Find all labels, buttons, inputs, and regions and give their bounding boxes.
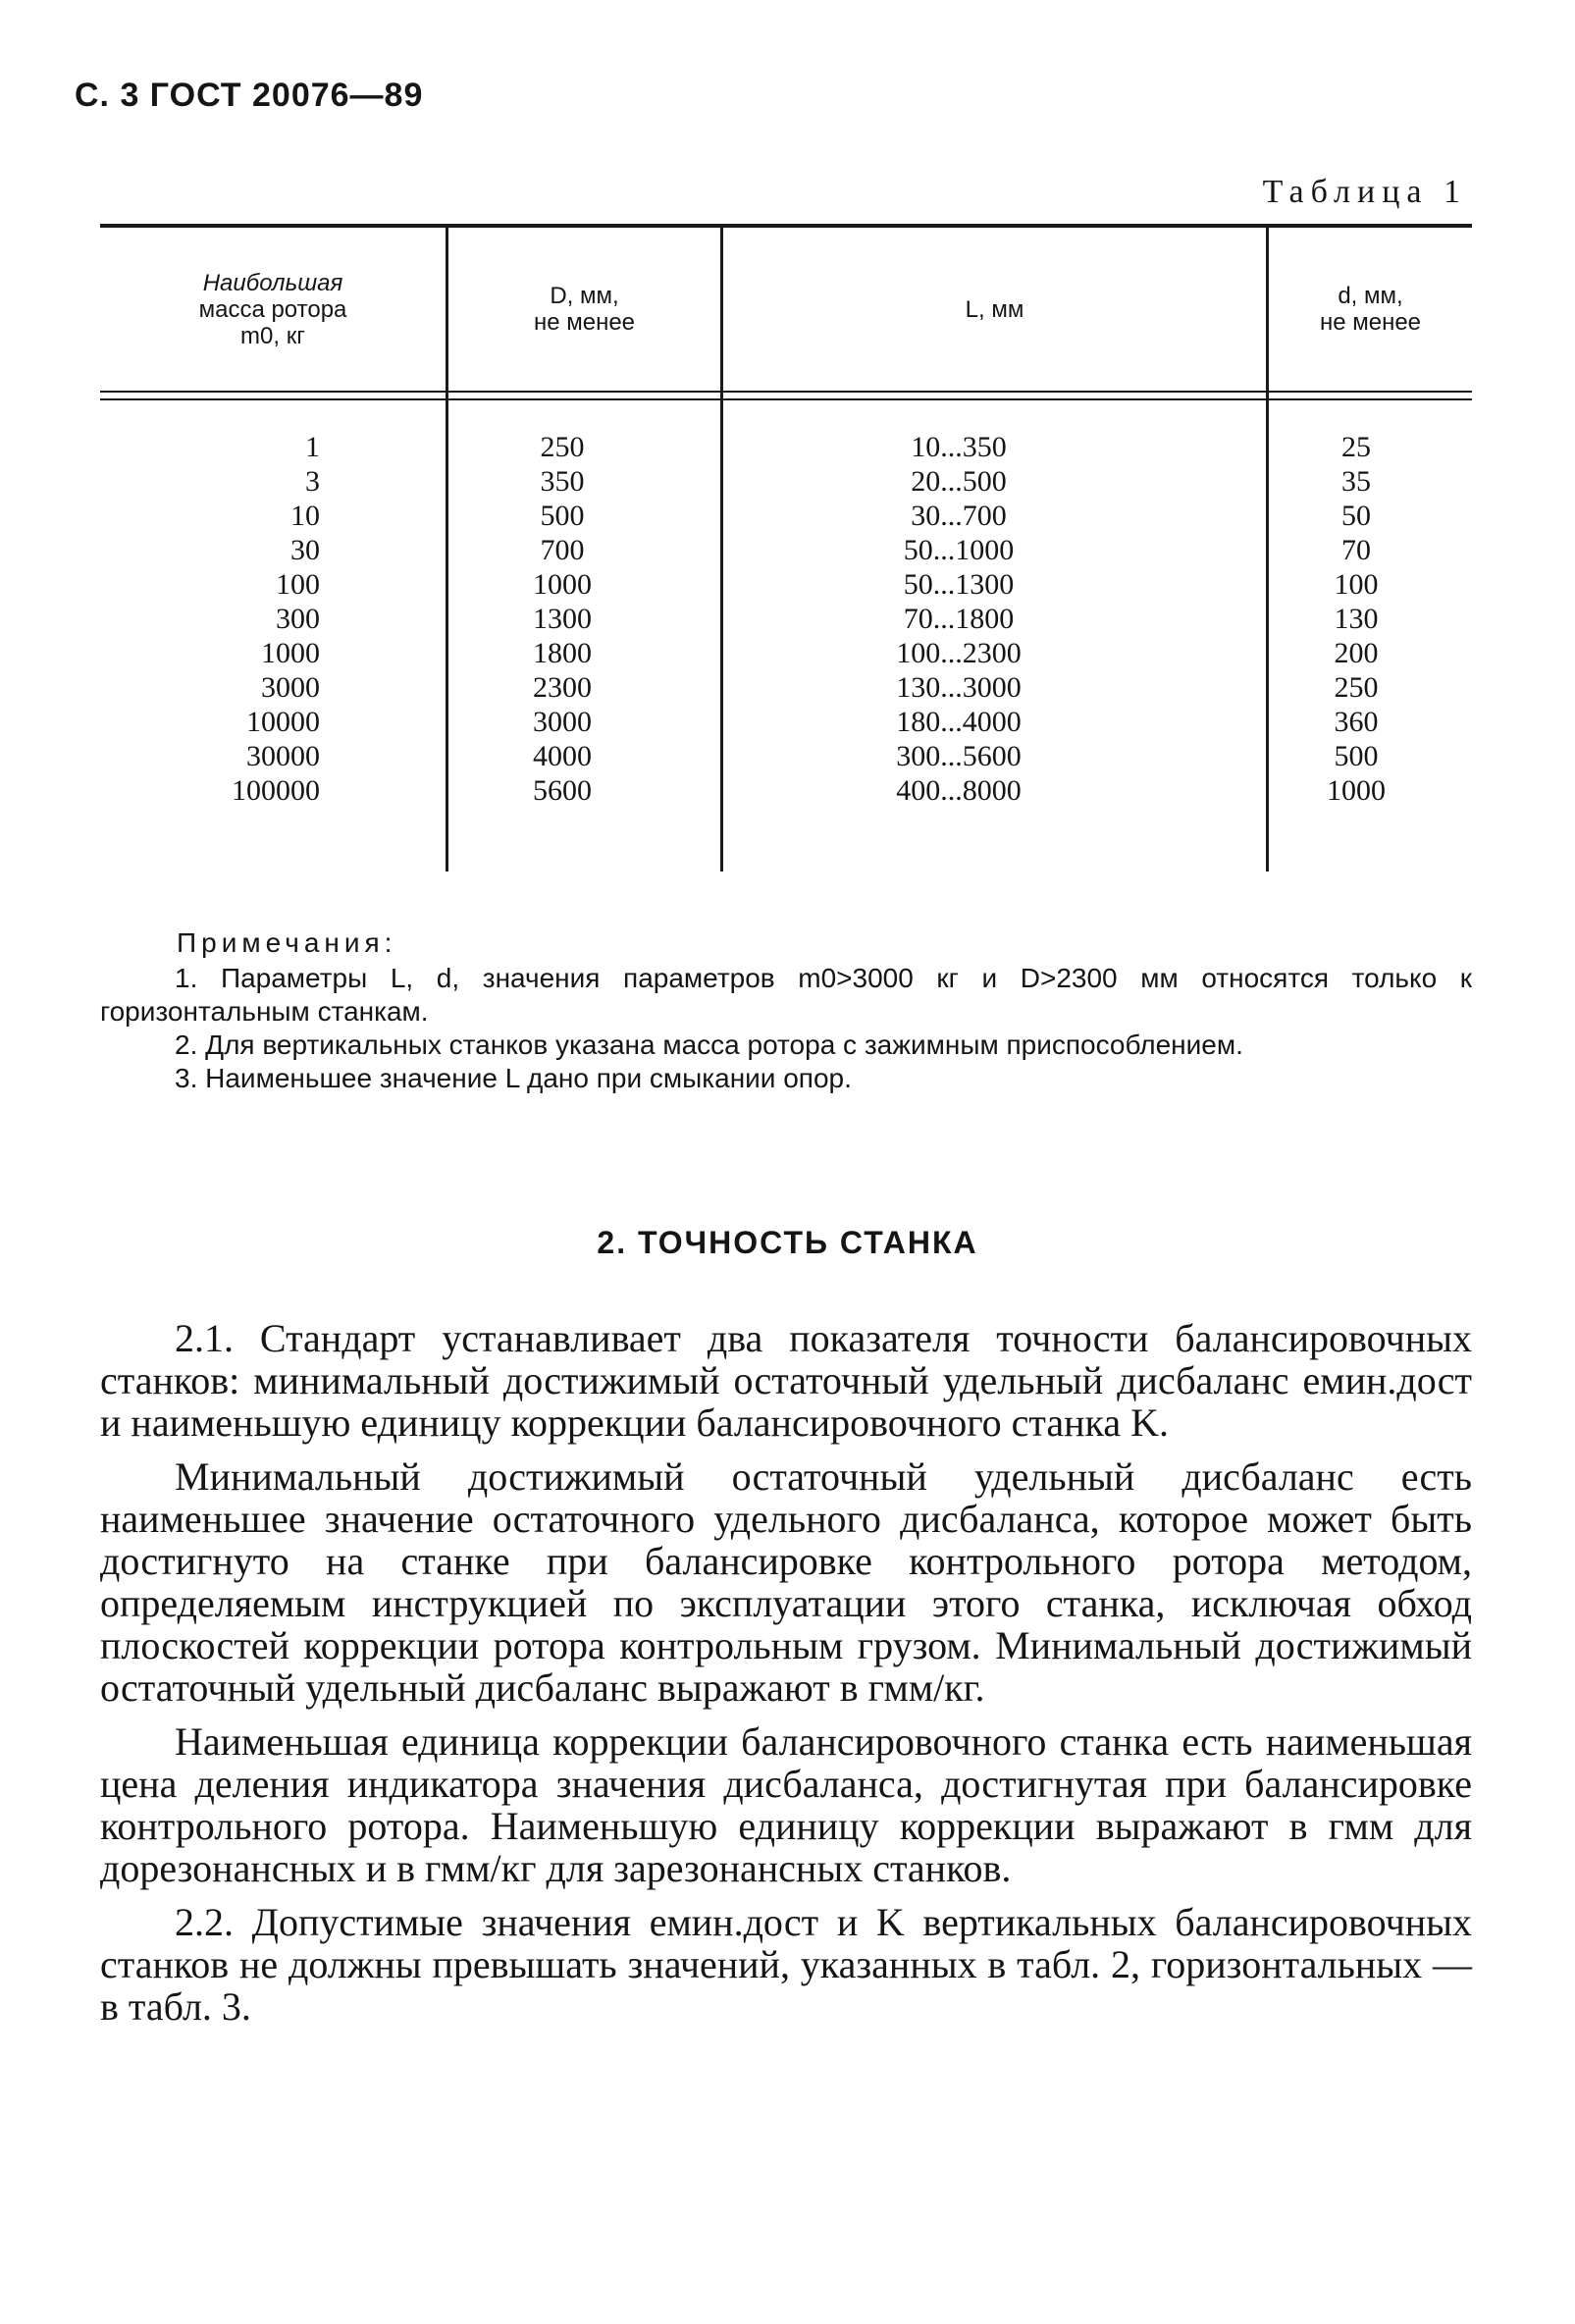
table-cell-L: 130...3000 <box>896 671 1022 704</box>
table-cell-D: 4000 <box>533 740 592 772</box>
table-cell-d: 35 <box>1341 465 1371 498</box>
paragraph: Минимальный достижимый остаточный удельный дисбаланс есть наименьшее значение остаточного удельного дисбаланса, которое может быть достигнуто на станке при балансировке контрольного ротора методом, определяемым инструкцией по эксплуатации этого станка, исключая обход плоскостей коррекции ротора контрольным грузом. Минимальный достижимый остаточный удельный дисбаланс выражают в гмм/кг. <box>100 1454 1472 1710</box>
table-cell-d: 25 <box>1341 431 1371 463</box>
table-cell-L: 30...700 <box>911 500 1007 532</box>
page-header: С. 3 ГОСТ 20076—89 <box>75 77 424 114</box>
table-notes <box>100 926 1472 1095</box>
table-cell-D: 1000 <box>533 568 592 601</box>
header-D-line: D, мм, <box>550 283 619 309</box>
table-cell-d: 250 <box>1334 671 1379 704</box>
table-cell-D: 1300 <box>533 603 592 635</box>
table-cell-D: 700 <box>540 534 585 566</box>
table-cell-d: 70 <box>1341 534 1371 566</box>
length-column <box>718 430 1199 808</box>
table-cell-mass: 1000 <box>261 637 320 669</box>
table-cell-mass: 100 <box>276 568 320 601</box>
table-cell-L: 180...4000 <box>896 706 1022 738</box>
header-L <box>723 228 1266 391</box>
table-cell-D: 1800 <box>533 637 592 669</box>
header-L-line: L, мм <box>965 295 1024 323</box>
table-cell-D: 2300 <box>533 671 592 704</box>
header-d <box>1269 228 1472 391</box>
table-cell-L: 400...8000 <box>896 774 1022 807</box>
table-cell-mass: 30 <box>290 534 320 566</box>
header-mass <box>100 228 446 391</box>
table-cell-L: 20...500 <box>911 465 1007 498</box>
note-item: 3. Наименьшее значение L дано при смыкании опор. <box>175 1063 852 1093</box>
note-item: 1. Параметры L, d, значения параметров m0>3000 кг и D>2300 мм относятся только к горизонтальным станкам. <box>100 963 1472 1027</box>
header-mass-line: масса ротора <box>198 295 347 323</box>
header-D <box>448 228 720 391</box>
table-cell-mass: 1 <box>305 431 320 463</box>
table-cell-d: 1000 <box>1327 774 1386 807</box>
table-cell-mass: 100000 <box>232 774 320 807</box>
table-cell-L: 10...350 <box>911 431 1007 463</box>
table-cell-D: 3000 <box>533 706 592 738</box>
table-cell-D: 250 <box>540 431 585 463</box>
table-cell-mass: 10000 <box>246 706 320 738</box>
table-cell-L: 100...2300 <box>896 637 1022 669</box>
parameters-table <box>100 224 1472 872</box>
table-cell-L: 300...5600 <box>896 740 1022 772</box>
header-D-line: не менее <box>533 309 636 336</box>
table-cell-D: 500 <box>540 500 585 532</box>
section-body <box>100 1317 1472 2039</box>
paragraph: 2.2. Допустимые значения eмин.дост и K вертикальных балансировочных станков не должны превышать значений, указанных в табл. 2, горизонтальных — в табл. 3. <box>100 1900 1472 2029</box>
journal-diameter-column <box>1258 430 1454 808</box>
table-cell-mass: 10 <box>290 500 320 532</box>
table-cell-D: 350 <box>540 465 585 498</box>
header-d-line: d, мм, <box>1338 283 1403 309</box>
section-heading: 2. ТОЧНОСТЬ СТАНКА <box>597 1225 978 1260</box>
table-cell-d: 50 <box>1341 500 1371 532</box>
table-cell-L: 70...1800 <box>903 603 1015 635</box>
header-mass-line: m0, кг <box>240 322 305 349</box>
table-cell-d: 130 <box>1334 603 1379 635</box>
paragraph: Наименьшая единица коррекции балансировочного станка есть наименьшая цена деления индикатора значения дисбаланса, достигнутая при балансировке контрольного ротора. Наименьшую единицу коррекции выражают в гмм для дорезонансных и в гмм/кг для зарезонансных станков. <box>100 1719 1472 1890</box>
table-caption: Таблица 1 <box>1262 174 1467 210</box>
table-cell-d: 200 <box>1334 637 1379 669</box>
table-cell-mass: 3 <box>305 465 320 498</box>
table-cell-mass: 30000 <box>246 740 320 772</box>
paragraph: 2.1. Стандарт устанавливает два показателя точности балансировочных станков: минимальный достижимый остаточный удельный дисбаланс eмин.дост и наименьшую единицу коррекции балансировочного станка K. <box>100 1316 1472 1445</box>
header-d-line: не менее <box>1319 309 1422 336</box>
note-item: 2. Для вертикальных станков указана масса ротора с зажимным приспособлением. <box>175 1030 1243 1060</box>
notes-title: Примечания: <box>177 927 397 958</box>
table-cell-mass: 3000 <box>261 671 320 704</box>
table-cell-mass: 300 <box>276 603 320 635</box>
table-cell-D: 5600 <box>533 774 592 807</box>
table-cell-L: 50...1000 <box>903 534 1015 566</box>
mass-column <box>100 430 320 808</box>
diameter-column <box>449 430 675 808</box>
header-mass-line: Наибольшая <box>202 269 343 296</box>
table-cell-L: 50...1300 <box>903 568 1015 601</box>
table-cell-d: 360 <box>1334 706 1379 738</box>
table-cell-d: 100 <box>1334 568 1379 601</box>
table-cell-d: 500 <box>1334 740 1379 772</box>
